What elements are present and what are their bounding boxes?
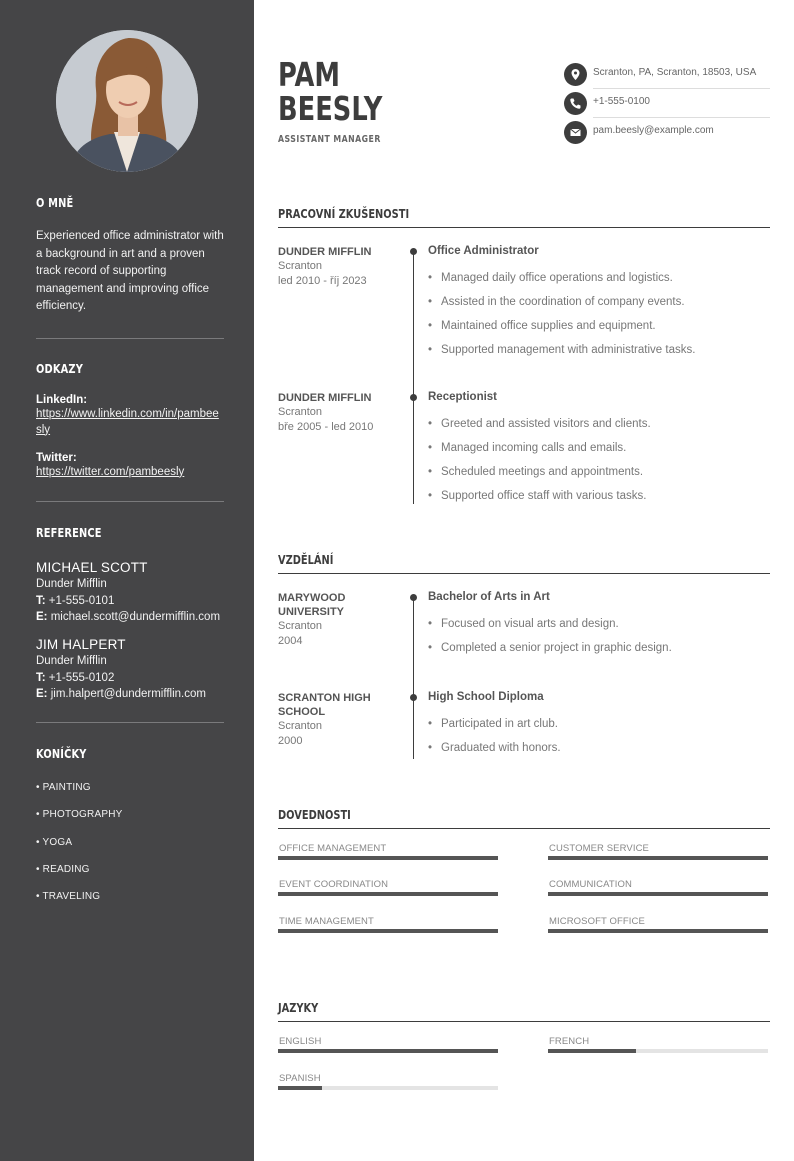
hobby-item: • PHOTOGRAPHY	[36, 808, 123, 820]
school-city: Scranton	[278, 720, 323, 732]
divider	[278, 828, 770, 829]
skill-bar	[278, 856, 498, 860]
envelope-icon	[564, 121, 587, 144]
list-item: • Scheduled meetings and appointments.	[428, 464, 770, 488]
skill-item	[548, 879, 768, 896]
list-item: • Participated in art club.	[428, 716, 770, 740]
list-item: • Supported management with administrative tasks.	[428, 342, 770, 366]
achievement-list	[428, 716, 770, 764]
employment-dates: led 2010 - říj 2023	[278, 275, 367, 287]
experience-entry-meta	[278, 245, 396, 289]
about-text: Experienced office administrator with a background in art and a proven track record of supporting management and improving office efficiency.	[36, 230, 224, 312]
skill-name: MICROSOFT OFFICE	[549, 916, 645, 927]
school-name: UNIVERSITY	[278, 606, 345, 618]
reference-item	[36, 637, 224, 702]
skill-name: TIME MANAGEMENT	[279, 916, 374, 927]
language-bar-fill	[278, 1086, 322, 1090]
twitter-link[interactable]: https://twitter.com/pambeesly	[36, 465, 185, 478]
language-name: ENGLISH	[279, 1036, 322, 1047]
language-bar	[278, 1049, 498, 1053]
skill-bar-fill	[548, 856, 768, 860]
school-name: SCRANTON HIGH	[278, 692, 371, 704]
hobby-item: • TRAVELING	[36, 890, 101, 902]
link-item-linkedin	[36, 394, 224, 438]
address-text: Scranton, PA, Scranton, 18503, USA	[593, 67, 757, 78]
timeline-dot	[410, 394, 417, 401]
linkedin-link[interactable]: https://www.linkedin.com/in/pambeesly	[36, 407, 219, 436]
education-entry-meta	[278, 691, 396, 749]
company-city: Scranton	[278, 406, 323, 418]
phone-text: +1-555-0100	[593, 96, 650, 107]
link-item-twitter	[36, 452, 224, 480]
reference-phone-row	[36, 593, 224, 609]
main-content	[278, 0, 770, 1161]
divider	[278, 573, 770, 574]
education-entry-meta	[278, 591, 396, 649]
language-bar-fill	[548, 1049, 636, 1053]
references-heading: REFERENCE	[36, 525, 102, 540]
divider	[278, 227, 770, 228]
experience-heading: PRACOVNÍ ZKUŠENOSTI	[278, 207, 410, 221]
timeline-line	[413, 598, 414, 759]
company-city: Scranton	[278, 260, 323, 272]
skill-name: COMMUNICATION	[549, 879, 632, 890]
contact-address	[564, 60, 770, 89]
reference-email: michael.scott@dundermifflin.com	[50, 610, 221, 623]
timeline-line	[413, 252, 414, 504]
skill-item	[278, 879, 498, 896]
reference-email-row	[36, 686, 224, 702]
first-name: PAM	[278, 55, 341, 94]
full-name	[278, 55, 383, 128]
divider	[36, 338, 224, 339]
reference-name: JIM HALPERT	[36, 636, 126, 652]
linkedin-label: LinkedIn:	[36, 393, 88, 406]
reference-phone-row	[36, 670, 224, 686]
email-label: E:	[36, 687, 48, 700]
reference-item	[36, 560, 224, 625]
skill-bar	[278, 929, 498, 933]
list-item: • Maintained office supplies and equipment.	[428, 318, 770, 342]
location-pin-icon	[564, 63, 587, 86]
responsibility-list	[428, 416, 770, 512]
school-city: Scranton	[278, 620, 323, 632]
skill-bar-fill	[548, 929, 768, 933]
hobby-item: • PAINTING	[36, 781, 91, 793]
list-item: • Supported office staff with various tasks.	[428, 488, 770, 512]
job-title: ASSISTANT MANAGER	[278, 134, 381, 145]
responsibility-list	[428, 270, 770, 366]
school-name: SCHOOL	[278, 706, 326, 718]
education-heading: VZDĚLÁNÍ	[278, 553, 334, 567]
reference-name: MICHAEL SCOTT	[36, 559, 148, 575]
divider	[36, 722, 224, 723]
phone-label: T:	[36, 594, 46, 607]
list-item: • Managed daily office operations and logistics.	[428, 270, 770, 294]
employment-dates: bře 2005 - led 2010	[278, 421, 374, 433]
phone-icon	[564, 92, 587, 115]
language-item	[548, 1036, 768, 1053]
twitter-label: Twitter:	[36, 451, 77, 464]
skill-bar	[278, 892, 498, 896]
list-item: • Focused on visual arts and design.	[428, 616, 770, 640]
contact-phone	[564, 89, 770, 118]
reference-email-row	[36, 609, 224, 625]
skill-bar-fill	[278, 856, 498, 860]
reference-phone: +1-555-0101	[48, 594, 115, 607]
divider	[36, 501, 224, 502]
hobbies-list	[36, 782, 224, 902]
sidebar	[0, 0, 254, 1161]
role-title: Receptionist	[428, 391, 498, 403]
skill-name: CUSTOMER SERVICE	[549, 843, 649, 854]
role-title: Office Administrator	[428, 245, 539, 257]
degree-title: Bachelor of Arts in Art	[428, 591, 550, 603]
skill-bar	[548, 892, 768, 896]
experience-entry-meta	[278, 391, 396, 435]
divider	[278, 1021, 770, 1022]
phone-label: T:	[36, 671, 46, 684]
skill-bar	[548, 929, 768, 933]
timeline-dot	[410, 694, 417, 701]
school-name: MARYWOOD	[278, 592, 346, 604]
hobby-item: • YOGA	[36, 836, 73, 848]
skill-bar-fill	[548, 892, 768, 896]
list-item: • Completed a senior project in graphic design.	[428, 640, 770, 664]
language-bar-fill	[278, 1049, 498, 1053]
company-name: DUNDER MIFFLIN	[278, 246, 372, 258]
links-heading: ODKAZY	[36, 361, 84, 376]
language-bar	[278, 1086, 498, 1090]
skill-bar-fill	[278, 892, 498, 896]
degree-title: High School Diploma	[428, 691, 544, 703]
contact-email	[564, 118, 770, 147]
skill-item	[278, 916, 498, 933]
list-item: • Graduated with honors.	[428, 740, 770, 764]
skill-item	[548, 916, 768, 933]
list-item: • Assisted in the coordination of company events.	[428, 294, 770, 318]
skill-item	[278, 843, 498, 860]
language-item	[278, 1073, 498, 1090]
graduation-year: 2000	[278, 735, 303, 747]
language-name: FRENCH	[549, 1036, 590, 1047]
list-item: • Greeted and assisted visitors and clients.	[428, 416, 770, 440]
reference-phone: +1-555-0102	[48, 671, 115, 684]
skill-name: EVENT COORDINATION	[279, 879, 389, 890]
skill-bar-fill	[278, 929, 498, 933]
language-bar	[548, 1049, 768, 1053]
email-text: pam.beesly@example.com	[593, 125, 714, 136]
email-label: E:	[36, 610, 48, 623]
graduation-year: 2004	[278, 635, 303, 647]
about-heading: O MNĚ	[36, 196, 74, 210]
timeline-dot	[410, 594, 417, 601]
company-name: DUNDER MIFFLIN	[278, 392, 372, 404]
language-item	[278, 1036, 498, 1053]
languages-heading: JAZYKY	[278, 1001, 319, 1015]
last-name: BEESLY	[278, 89, 383, 128]
skill-item	[548, 843, 768, 860]
hobby-item: • READING	[36, 863, 90, 875]
reference-company: Dunder Mifflin	[36, 654, 107, 667]
language-name: SPANISH	[279, 1073, 321, 1084]
achievement-list	[428, 616, 770, 664]
skill-name: OFFICE MANAGEMENT	[279, 843, 387, 854]
hobbies-heading: KONÍČKY	[36, 746, 87, 761]
skill-bar	[548, 856, 768, 860]
list-item: • Managed incoming calls and emails.	[428, 440, 770, 464]
reference-company: Dunder Mifflin	[36, 577, 107, 590]
timeline-dot	[410, 248, 417, 255]
profile-photo	[56, 30, 198, 172]
skills-heading: DOVEDNOSTI	[278, 808, 351, 822]
reference-email: jim.halpert@dundermifflin.com	[50, 687, 206, 700]
